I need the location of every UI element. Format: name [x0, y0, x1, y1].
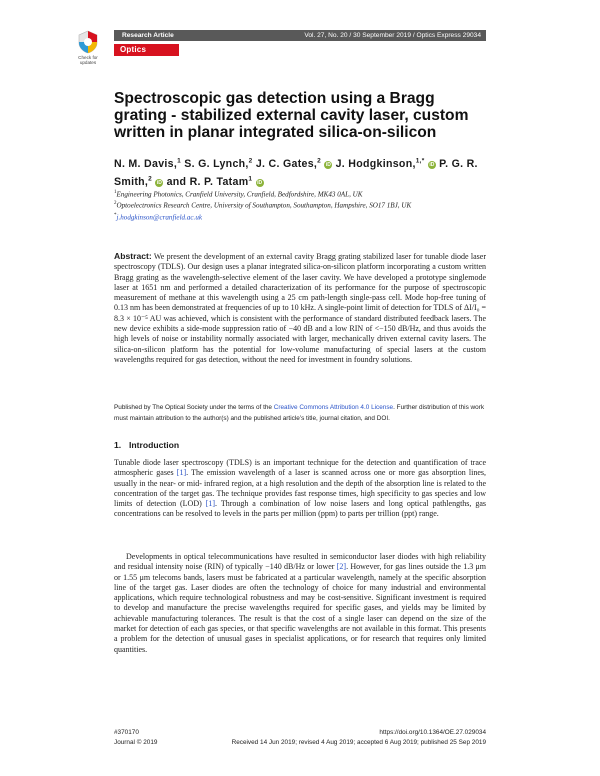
email-link[interactable]: j.hodgkinson@cranfield.ac.uk	[116, 213, 203, 222]
body-paragraph: Developments in optical telecommunications have resulted in semiconductor laser diodes with high reliability and residual intensity noise (RIN) of typically −140 dB/Hz or lower [2]. However, for gas lines outside the 1.3 μm or 1.55 μm telecoms bands, lasers must be fabricated at a particular wavelength, namely at the specific absorption line of the target gas. Laser diodes are often the technology of choice for many industrial and environmental applications, which require technological robustness and may be cost-sensitive. Significant investment is required to develop and manufacture the precise wavelengths required for specific gases, and yields may be limited by achievable manufacturing tolerances. The result is that the cost of a single laser can depend on the size of the market for detection of each gas species, or that specific wavelengths are not available in this format. This presents a problem for the detection of unusual gases in specialist applications, or for research that requires only limited quantities.	[114, 552, 487, 654]
section-title: Introduction	[129, 440, 180, 450]
article-id: #370170	[114, 729, 139, 736]
paper-title: Spectroscopic gas detection using a Bragg grating - stabilized external cavity laser, custom written in planar integrated silica-on-silicon	[114, 90, 469, 141]
journal-header-bar	[114, 30, 486, 41]
author: J. C. Gates,$^2$ iD	[255, 157, 331, 170]
journal-logo-word2: EXPRESS	[120, 59, 157, 66]
abstract-formula: ΔI/I₀ = 8.3 × 10⁻⁵	[114, 303, 486, 323]
page-footer	[114, 728, 486, 750]
publication-dates: Received 14 Jun 2019; revised 4 Aug 2019; accepted 6 Aug 2019; published 25 Sep 2019	[231, 739, 486, 746]
corresponding-email: *j.hodgkinson@cranfield.ac.uk	[114, 212, 203, 222]
orcid-icon[interactable]: iD	[156, 180, 162, 187]
article-type-label: Research Article	[122, 32, 174, 39]
author: J. Hodgkinson,$^{1,*}$ iD	[335, 157, 435, 170]
doi-link[interactable]: https://doi.org/10.1364/OE.27.029034	[379, 729, 486, 736]
body-paragraph: Tunable diode laser spectroscopy (TDLS) is an important technique for the detection and quantification of trace atmospheric gases [1]. The emission wavelength of a laser is scanned across one or more gas absorption lines, usually in the near- or mid- infrared region, at a high resolution and the depth of the absorption line is related to the concentration of the target gas. The technique provides fast response times, high specificity to gas species and low limits of detection (LOD) [1]. Through a combination of low noise lasers and long optical pathlengths, gas concentrations can be resolved to levels in the parts per million (ppm) to parts per trillion (ppt) range.	[114, 458, 486, 519]
author: N. M. Davis,$^1$	[114, 157, 181, 170]
citation-link[interactable]: [1]	[205, 499, 216, 509]
journal-logo	[114, 44, 179, 66]
orcid-icon[interactable]: iD	[429, 161, 435, 168]
author-list	[114, 153, 486, 190]
abstract-text-1: We present the development of an external cavity Bragg grating stabilized laser for tunable diode laser spectroscopy (TDLS). Our design uses a planar integrated silica-on-silicon platform incorporating a custom written Bragg grating as the wavelength-selective element of the laser cavity. We have developed a prototype singlemode laser at 1651 nm and performed a detailed characterization of its performance for the purpose of spectroscopic measurement of methane at this wavelength using a 25 cm path-length single-pass cell. Mode hop-free tuning of 0.13 nm has been demonstrated at frequencies of up to 10 kHz. A single-point limit of detection for TDLS of	[114, 252, 486, 313]
orcid-icon[interactable]: iD	[257, 180, 263, 187]
journal-logo-word1: Optics	[120, 45, 147, 54]
author: and R. P. Tatam$^1$ iD	[166, 175, 263, 189]
check-for-updates-badge[interactable]	[72, 30, 104, 70]
affiliation: $^2$Optoelectronics Research Centre, University of Southampton, Southampton, Hampshire, SO17 1BJ, UK	[114, 201, 412, 210]
orcid-icon[interactable]: iD	[325, 161, 331, 168]
author: S. G. Lynch,$^2$	[184, 157, 253, 170]
journal-citation: Vol. 27, No. 20 / 30 September 2019 / Optics Express 29034	[304, 32, 481, 39]
license-link[interactable]: Creative Commons Attribution 4.0 License	[273, 404, 394, 411]
abstract	[114, 251, 486, 365]
crossmark-icon	[77, 30, 99, 54]
affiliations	[114, 188, 486, 222]
license-notice: Published by The Optical Society under the terms of the Creative Commons Attribution 4.0 License. Further distribution of this work must maintain attribution to the author(s) and the published article’s title, journal citation, and DOI.	[114, 404, 485, 422]
check-for-updates-label: Check for updates	[78, 55, 98, 65]
citation-link[interactable]: [1]	[176, 468, 187, 478]
citation-link[interactable]: [2]	[336, 562, 347, 572]
section-heading	[114, 440, 179, 450]
author: P. G. R. Smith,$^2$ iD	[114, 157, 478, 189]
journal-copyright: Journal © 2019	[114, 739, 158, 746]
abstract-heading: Abstract:	[114, 251, 152, 261]
affiliation: $^1$Engineering Photonics, Cranfield University, Cranfield, Bedfordshire, MK43 0AL, UK	[114, 190, 363, 199]
section-number: 1.	[114, 440, 122, 450]
abstract-text-2: AU was achieved, which is consistent with the performance of standard distributed feedback lasers. The new device exhibits a side-mode suppression ratio of −40 dB and a low RIN of <−150 dB/Hz, and thus avoids the high levels of noise or instability normally associated with larger, mechanically driven external cavity lasers. The silica-on-silicon platform has the potential for low-volume manufacturing of special lasers at the custom wavelengths required for gas detection, without the need for investment in foundry solutions.	[114, 313, 486, 364]
